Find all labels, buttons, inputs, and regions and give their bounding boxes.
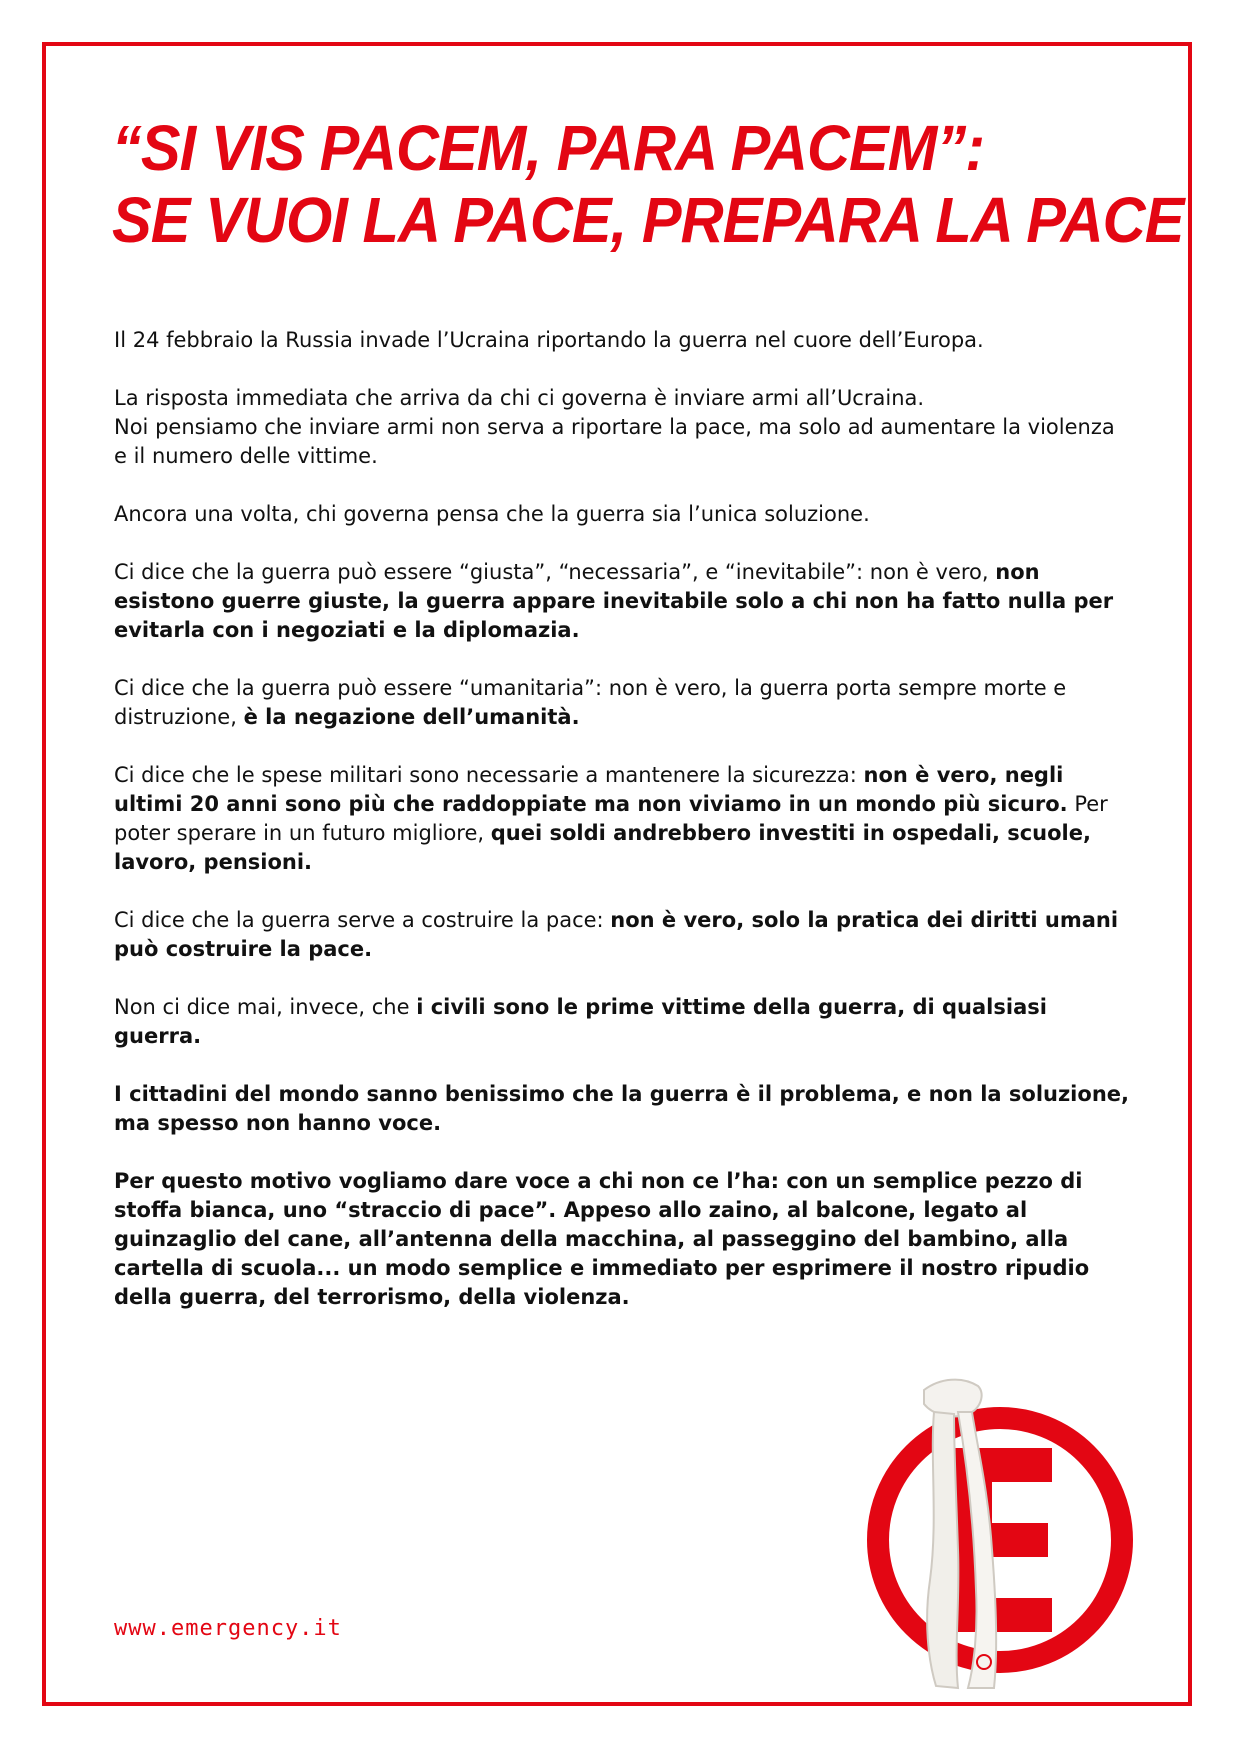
paragraph-7-text: Ci dice che la guerra serve a costruire la pace:: [114, 908, 604, 932]
paragraph-7-emphasis: non è vero, solo la pratica dei diritti umani può costruire la pace.: [114, 908, 1119, 961]
paragraph-7: [114, 906, 1134, 964]
paragraph-10-emphasis: Per questo motivo vogliamo dare voce a chi non ce l’ha: con un semplice pezzo di stoffa bianca, uno “straccio di pace”. Appeso allo zaino, al balcone, legato al guinzaglio del cane, all’antenna della macchina, al passeggino del bambino, alla cartella di scuola... un modo semplice e immediato per esprimere il nostro ripudio della guerra, del terrorismo, della violenza.: [114, 1169, 1090, 1309]
emergency-logo-icon: [850, 1370, 1150, 1690]
title-line-1: “SI VIS PACEM, PARA PACEM”:: [112, 112, 985, 184]
logo-letter-e-icon: [948, 1448, 1052, 1632]
paragraph-9-emphasis: I cittadini del mondo sanno benissimo che la guerra è il problema, e non la soluzione, ma spesso non hanno voce.: [114, 1082, 1129, 1135]
paragraph-6-text-1: Ci dice che le spese militari sono necessarie a mantenere la sicurezza:: [114, 763, 857, 787]
website-url-link[interactable]: www.emergency.it: [114, 1616, 342, 1641]
paragraph-10: [114, 1167, 1134, 1312]
paragraph-5: [114, 674, 1134, 732]
paragraph-4-text: Ci dice che la guerra può essere “giusta”, “necessaria”, e “inevitabile”: non è vero,: [114, 560, 989, 584]
paragraph-6-emphasis-2: quei soldi andrebbero investiti in ospedali, scuole, lavoro, pensioni.: [114, 821, 1091, 874]
paragraph-2-line-2: Noi pensiamo che inviare armi non serva a riportare la pace, ma solo ad aumentare la violenza e il numero delle vittime.: [114, 415, 1115, 468]
page-title: [112, 112, 1184, 256]
paragraph-6-text-2: Per poter sperare in un futuro migliore,: [114, 792, 1108, 845]
paragraph-8-text: Non ci dice mai, invece, che: [114, 995, 410, 1019]
paragraph-2-line-1: La risposta immediata che arriva da chi ci governa è inviare armi all’Ucraina.: [114, 386, 925, 410]
paragraph-6-emphasis-1: non è vero, negli ultimi 20 anni sono più che raddoppiate ma non viviamo in un mondo più sicuro.: [114, 763, 1068, 816]
paragraph-8-emphasis: i civili sono le prime vittime della guerra, di qualsiasi guerra.: [114, 995, 1047, 1048]
paragraph-3: Ancora una volta, chi governa pensa che la guerra sia l’unica soluzione.: [114, 502, 870, 526]
paragraph-4-emphasis: non esistono guerre giuste, la guerra appare inevitabile solo a chi non ha fatto nulla per evitarla con i negoziati e la diplomazia.: [114, 560, 1114, 642]
paragraph-2: [114, 384, 1134, 471]
paragraph-5-emphasis: è la negazione dell’umanità.: [243, 705, 580, 729]
paragraph-9: [114, 1080, 1134, 1138]
paragraph-1: Il 24 febbraio la Russia invade l’Ucraina riportando la guerra nel cuore dell’Europa.: [114, 328, 984, 352]
paragraph-5-text: Ci dice che la guerra può essere “umanitaria”: non è vero, la guerra porta sempre morte e distruzione,: [114, 676, 1067, 729]
paragraph-8: [114, 993, 1134, 1051]
paragraph-4: [114, 558, 1134, 645]
article-body: [114, 326, 1134, 1341]
paragraph-6: [114, 761, 1134, 877]
title-line-2: SE VUOI LA PACE, PREPARA LA PACE: [112, 184, 1184, 256]
